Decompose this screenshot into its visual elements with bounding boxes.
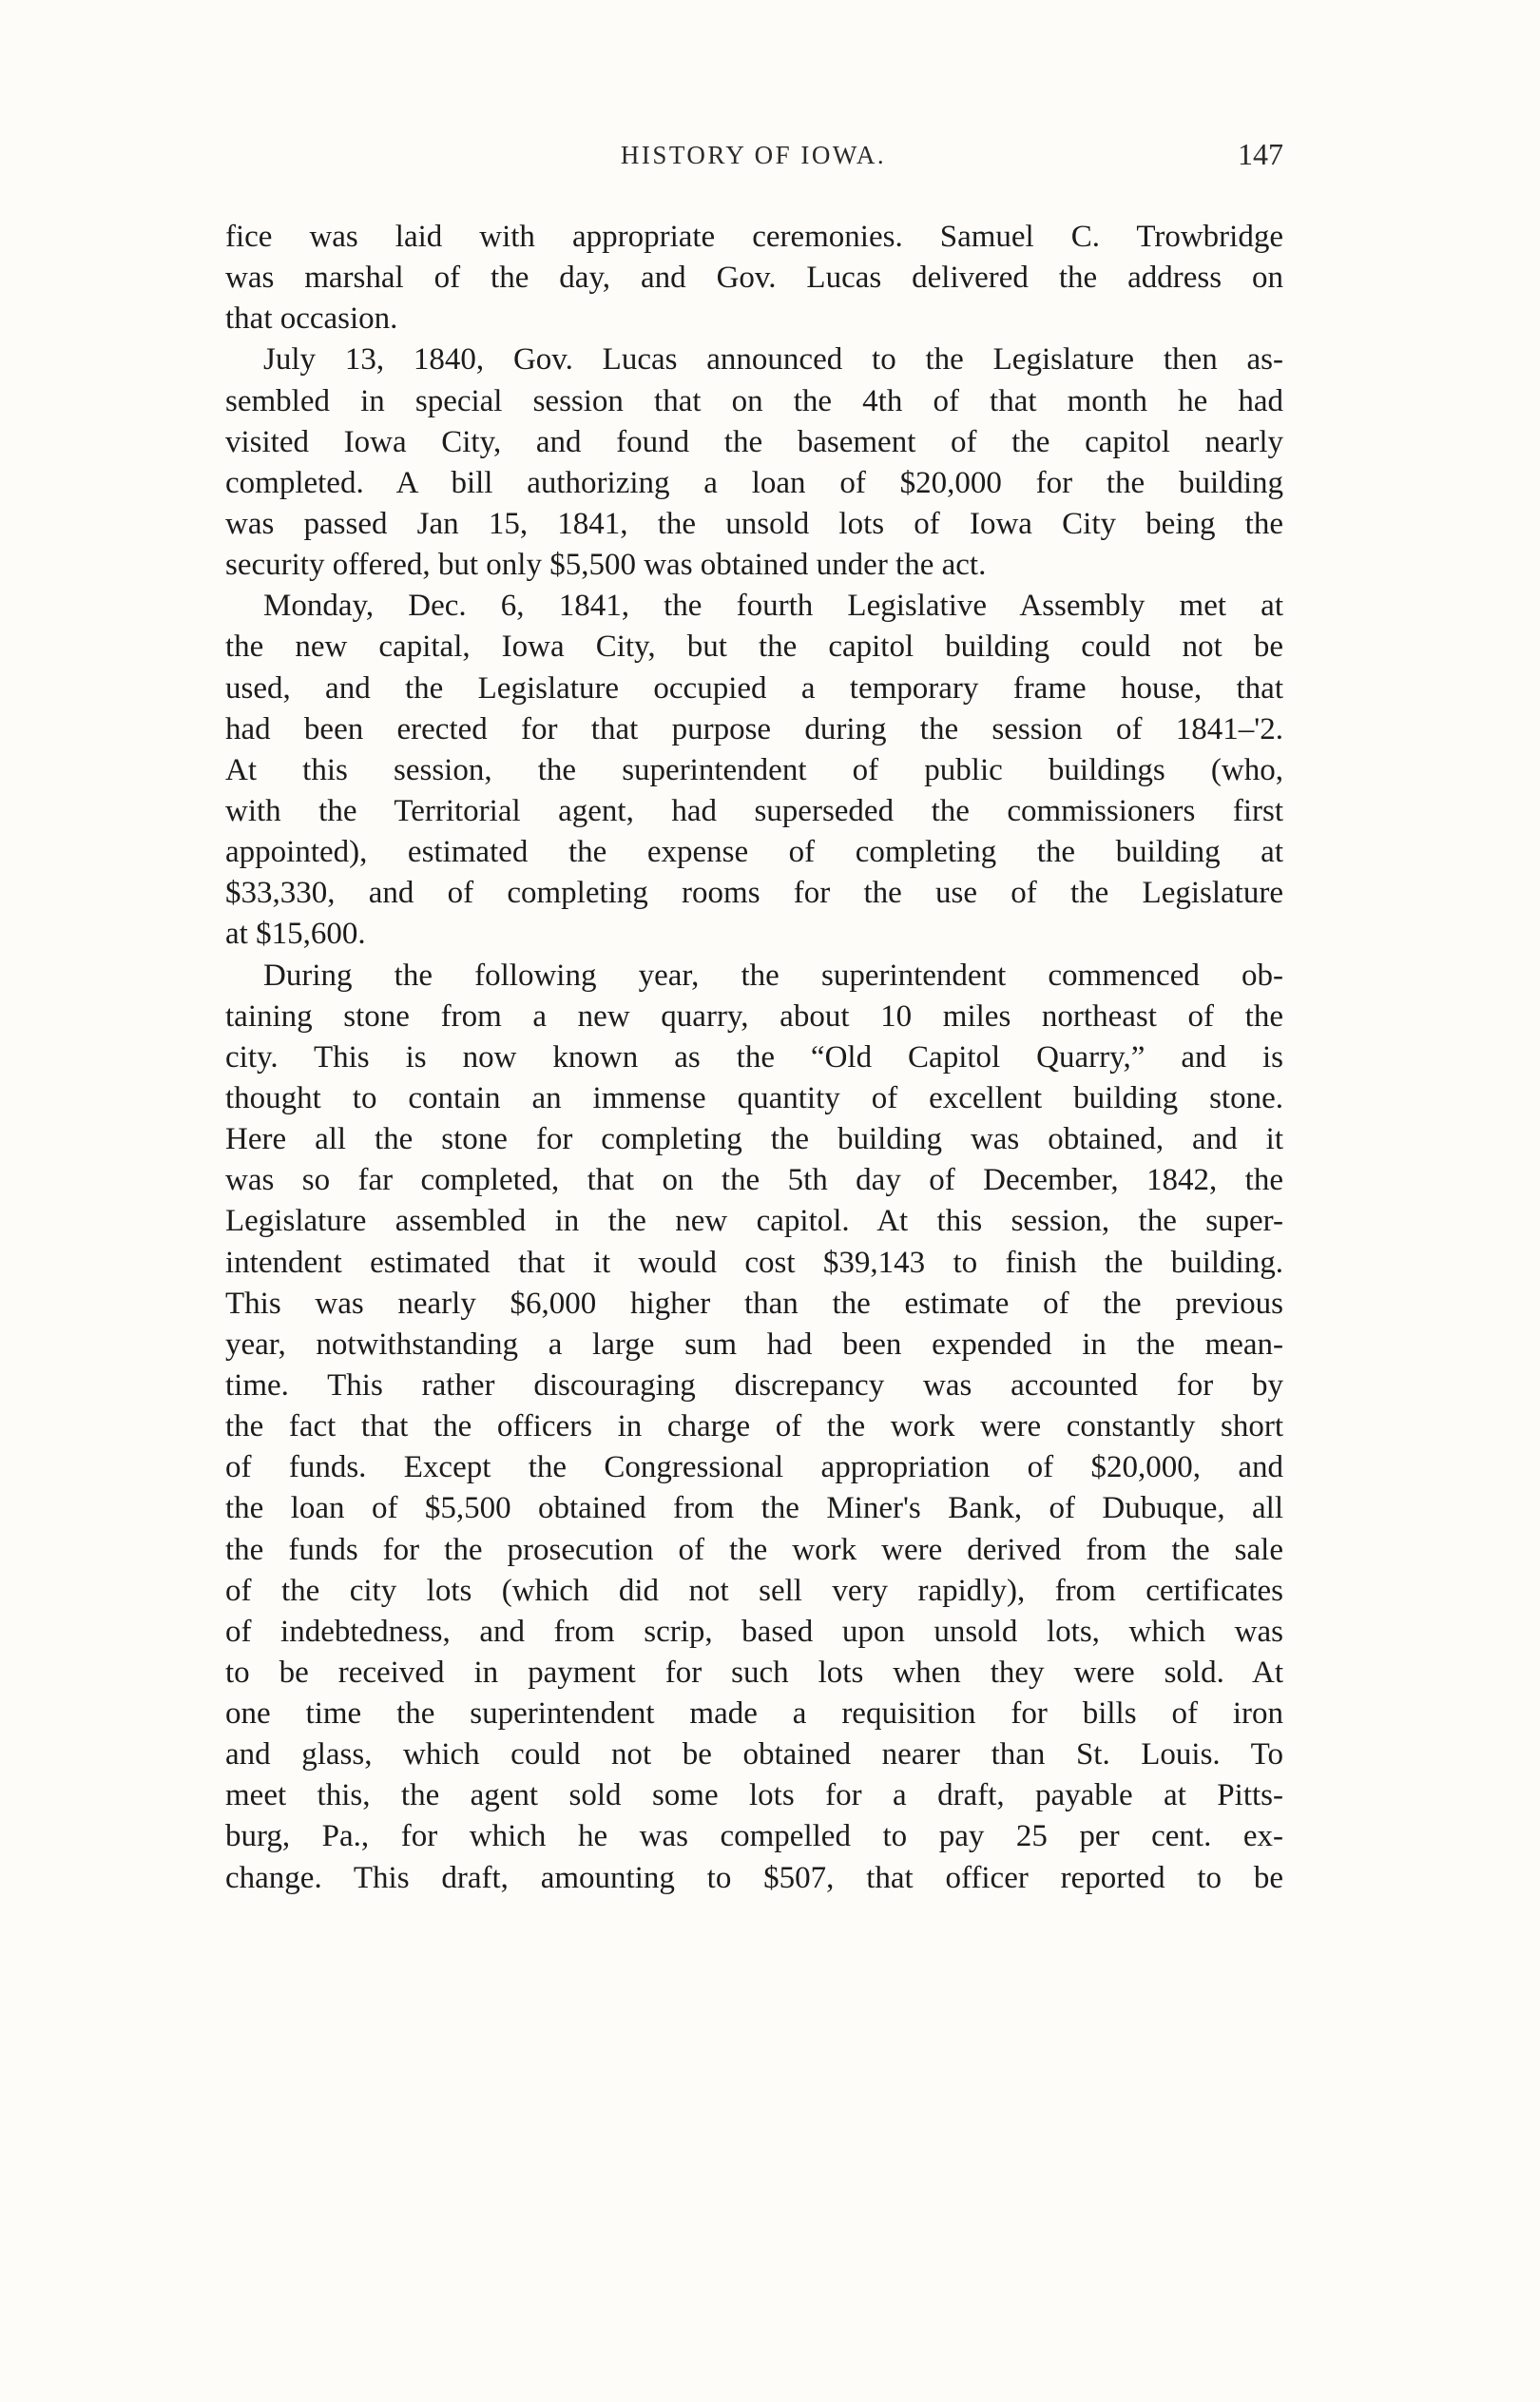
text-line: During the following year, the superintendent commenced ob- [263, 958, 1283, 993]
text-line: was so far completed, that on the 5th day of December, 1842, the [225, 1163, 1283, 1198]
text-line: At this session, the superintendent of public buildings (who, [225, 752, 1283, 787]
running-head: HISTORY OF IOWA. [620, 141, 887, 169]
text-line: $33,330, and of completing rooms for the use of the Legislature [225, 876, 1283, 911]
text-line: that occasion. [225, 301, 398, 337]
text-line: of funds. Except the Congressional appropriation of $20,000, and [225, 1450, 1283, 1485]
text-line: intendent estimated that it would cost $39,143 to finish the building. [225, 1245, 1283, 1280]
text-line: Here all the stone for completing the building was obtained, and it [225, 1122, 1283, 1157]
text-line: Legislature assembled in the new capitol. At this session, the super- [225, 1204, 1283, 1239]
text-line: July 13, 1840, Gov. Lucas announced to the Legislature then as- [263, 342, 1283, 378]
text-line: the fact that the officers in charge of the work were constantly short [225, 1409, 1283, 1444]
text-line: change. This draft, amounting to $507, that officer reported to be [225, 1860, 1283, 1895]
text-line: sembled in special session that on the 4th of that month he had [225, 383, 1283, 418]
text-line: time. This rather discouraging discrepancy was accounted for by [225, 1367, 1283, 1403]
text-line: thought to contain an immense quantity of excellent building stone. [225, 1080, 1283, 1115]
text-line: taining stone from a new quarry, about 10 miles northeast of the [225, 998, 1283, 1034]
text-line: and glass, which could not be obtained nearer than St. Louis. To [225, 1737, 1283, 1772]
text-line: of the city lots (which did not sell very rapidly), from certificates [225, 1573, 1283, 1608]
text-line: security offered, but only $5,500 was obtained under the act. [225, 548, 987, 583]
text-line: completed. A bill authorizing a loan of $20,000 for the building [225, 465, 1283, 500]
text-line: city. This is now known as the “Old Capitol Quarry,” and is [225, 1039, 1283, 1075]
text-line: with the Territorial agent, had superseded the commissioners first [225, 793, 1283, 828]
text-line: appointed), estimated the expense of completing the building at [225, 835, 1283, 870]
text-line: Monday, Dec. 6, 1841, the fourth Legislative Assembly met at [263, 589, 1283, 624]
text-line: This was nearly $6,000 higher than the estimate of the previous [225, 1286, 1283, 1321]
text-line: the loan of $5,500 obtained from the Miner's Bank, of Dubuque, all [225, 1491, 1283, 1526]
text-line: to be received in payment for such lots when they were sold. At [225, 1655, 1283, 1690]
text-line: visited Iowa City, and found the basement of the capitol nearly [225, 424, 1283, 459]
text-line: of indebtedness, and from scrip, based upon unsold lots, which was [225, 1614, 1283, 1649]
page-number: 147 [1238, 137, 1283, 171]
text-line: the new capital, Iowa City, but the capitol building could not be [225, 630, 1283, 665]
text-line: year, notwithstanding a large sum had been expended in the mean- [225, 1327, 1283, 1362]
page-header [223, 137, 1283, 179]
text-line: was marshal of the day, and Gov. Lucas delivered the address on [225, 261, 1283, 296]
text-line: the funds for the prosecution of the work were derived from the sale [225, 1532, 1283, 1567]
body-text [225, 217, 1283, 1899]
text-line: meet this, the agent sold some lots for a draft, payable at Pitts- [225, 1778, 1283, 1813]
text-line: fice was laid with appropriate ceremonies. Samuel C. Trowbridge [225, 220, 1283, 254]
text-line: was passed Jan 15, 1841, the unsold lots of Iowa City being the [225, 506, 1283, 541]
text-line: burg, Pa., for which he was compelled to pay 25 per cent. ex- [225, 1819, 1283, 1854]
text-line: had been erected for that purpose during the session of 1841–'2. [225, 711, 1283, 746]
text-line: used, and the Legislature occupied a temporary frame house, that [225, 670, 1283, 706]
text-line: at $15,600. [225, 917, 366, 952]
text-line: one time the superintendent made a requisition for bills of iron [225, 1696, 1283, 1732]
